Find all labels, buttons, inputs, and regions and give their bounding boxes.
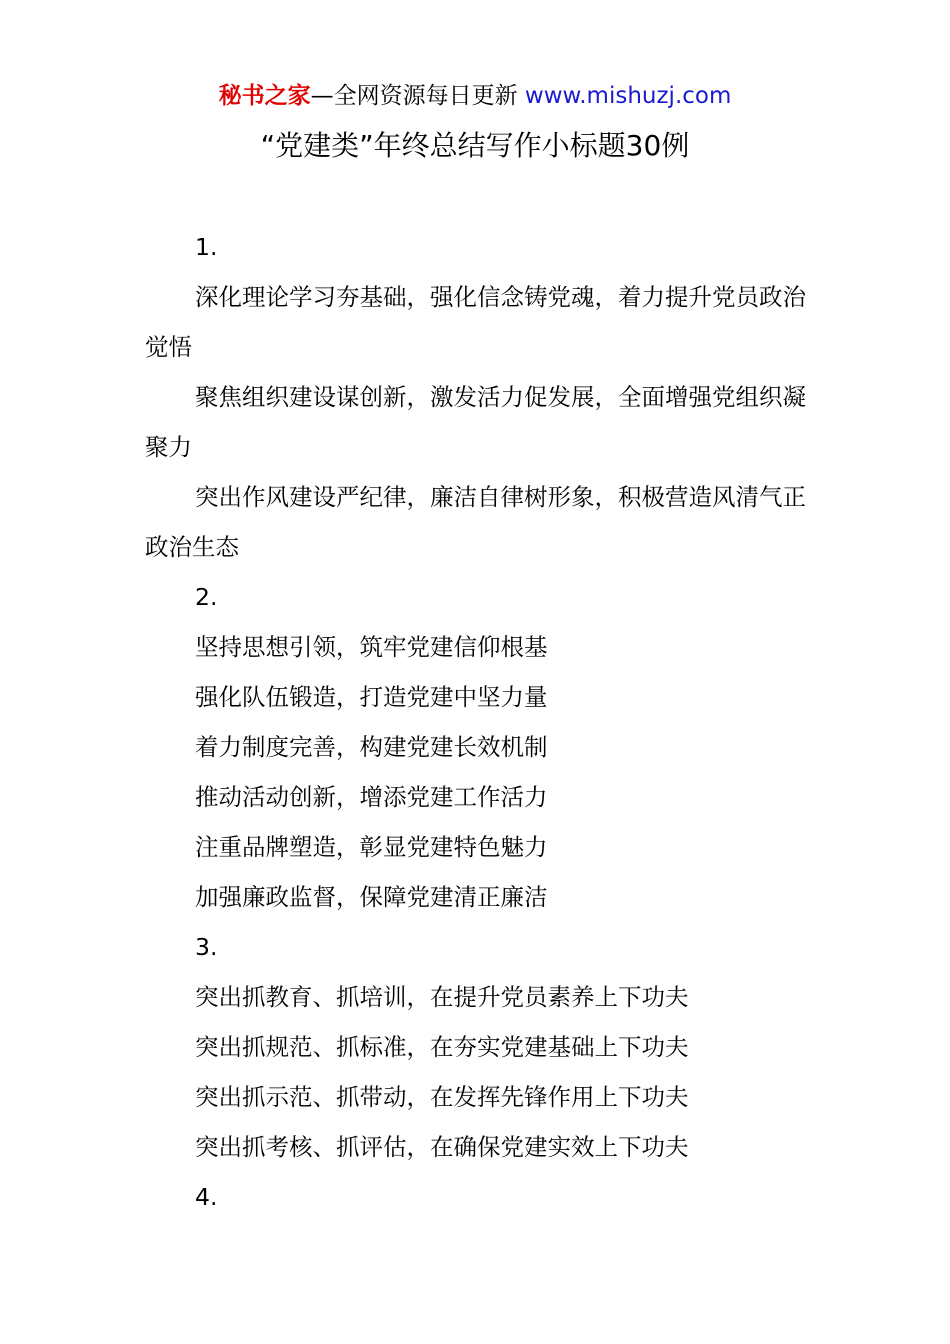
section-number: 4. (195, 1183, 218, 1211)
heading-item: 推动活动创新，增添党建工作活力 (195, 783, 548, 811)
heading-item: 加强廉政监督，保障党建清正廉洁 (195, 883, 548, 911)
section-number: 3. (195, 933, 218, 961)
heading-item: 突出抓考核、抓评估，在确保党建实效上下功夫 (195, 1133, 689, 1161)
site-brand: 秘书之家 (218, 83, 311, 109)
heading-item: 深化理论学习夯基础，强化信念铸党魂，着力提升党员政治觉悟 (145, 283, 806, 361)
heading-item: 坚持思想引领，筑牢党建信仰根基 (195, 633, 548, 661)
heading-item: 突出抓规范、抓标准，在夯实党建基础上下功夫 (195, 1033, 689, 1061)
site-url-link[interactable]: www.mishuzj.com (524, 83, 732, 109)
site-header (0, 80, 950, 112)
heading-item: 聚焦组织建设谋创新，激发活力促发展，全面增强党组织凝聚力 (145, 383, 806, 461)
document-title: “党建类”年终总结写作小标题30例 (260, 129, 690, 162)
heading-item: 着力制度完善，构建党建长效机制 (195, 733, 548, 761)
heading-item: 突出抓教育、抓培训，在提升党员素养上下功夫 (195, 983, 689, 1011)
heading-item: 突出作风建设严纪律，廉洁自律树形象，积极营造风清气正政治生态 (145, 483, 806, 561)
section-number: 2. (195, 583, 218, 611)
heading-item: 强化队伍锻造，打造党建中坚力量 (195, 683, 548, 711)
heading-item: 注重品牌塑造，彰显党建特色魅力 (195, 833, 548, 861)
site-tagline: —全网资源每日更新 (310, 83, 525, 109)
heading-item: 突出抓示范、抓带动，在发挥先锋作用上下功夫 (195, 1083, 689, 1111)
section-number: 1. (195, 233, 218, 261)
document-body (145, 222, 810, 1222)
